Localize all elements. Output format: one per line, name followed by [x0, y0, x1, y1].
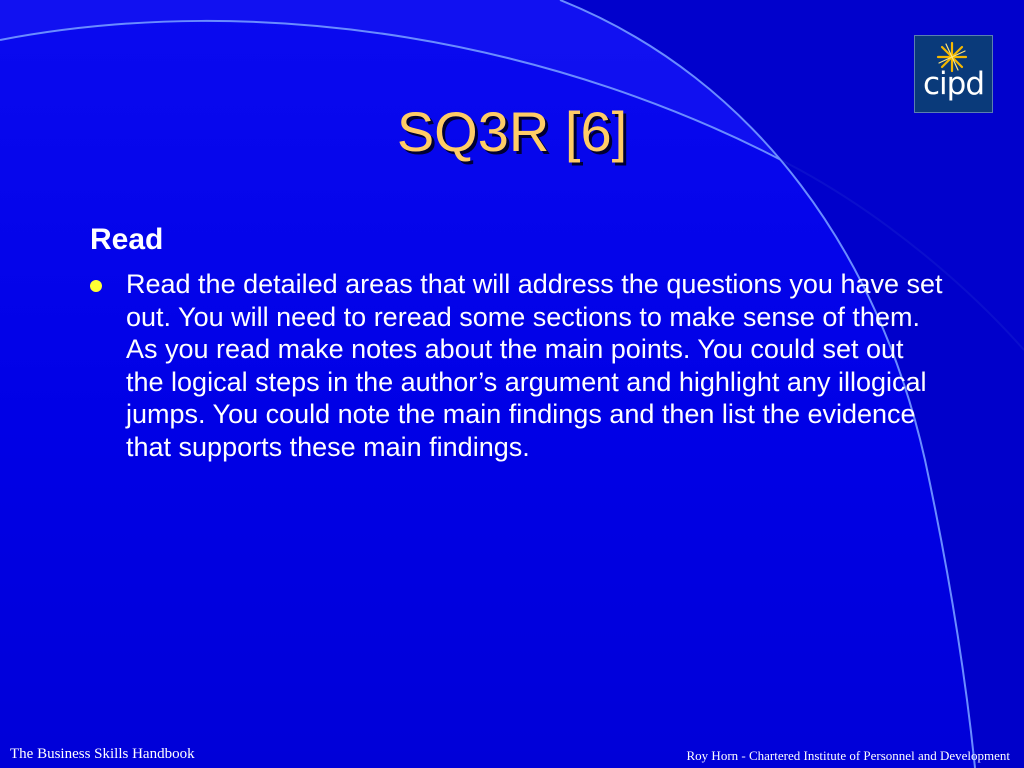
bullet-item [88, 268, 948, 463]
slide-title: SQ3R [6] [396, 100, 628, 163]
bullet-list [88, 268, 948, 463]
footer-right: Roy Horn - Chartered Institute of Personnel and Development [686, 748, 1010, 763]
logo-wordmark: cipd [922, 66, 984, 102]
footer-left: The Business Skills Handbook [10, 746, 195, 762]
section-heading: Read [90, 223, 164, 256]
bullet-dot-icon [90, 280, 102, 292]
bullet-text: Read the detailed areas that will address the questions you have set out. You will need to reread some sections to make sense of them. As you read make notes about the main points. You could set out the logical steps in the author’s argument and highlight any illogical jumps. You could note the main findings and then list the evidence that supports these main findings. [126, 269, 943, 462]
cipd-logo [914, 35, 993, 113]
